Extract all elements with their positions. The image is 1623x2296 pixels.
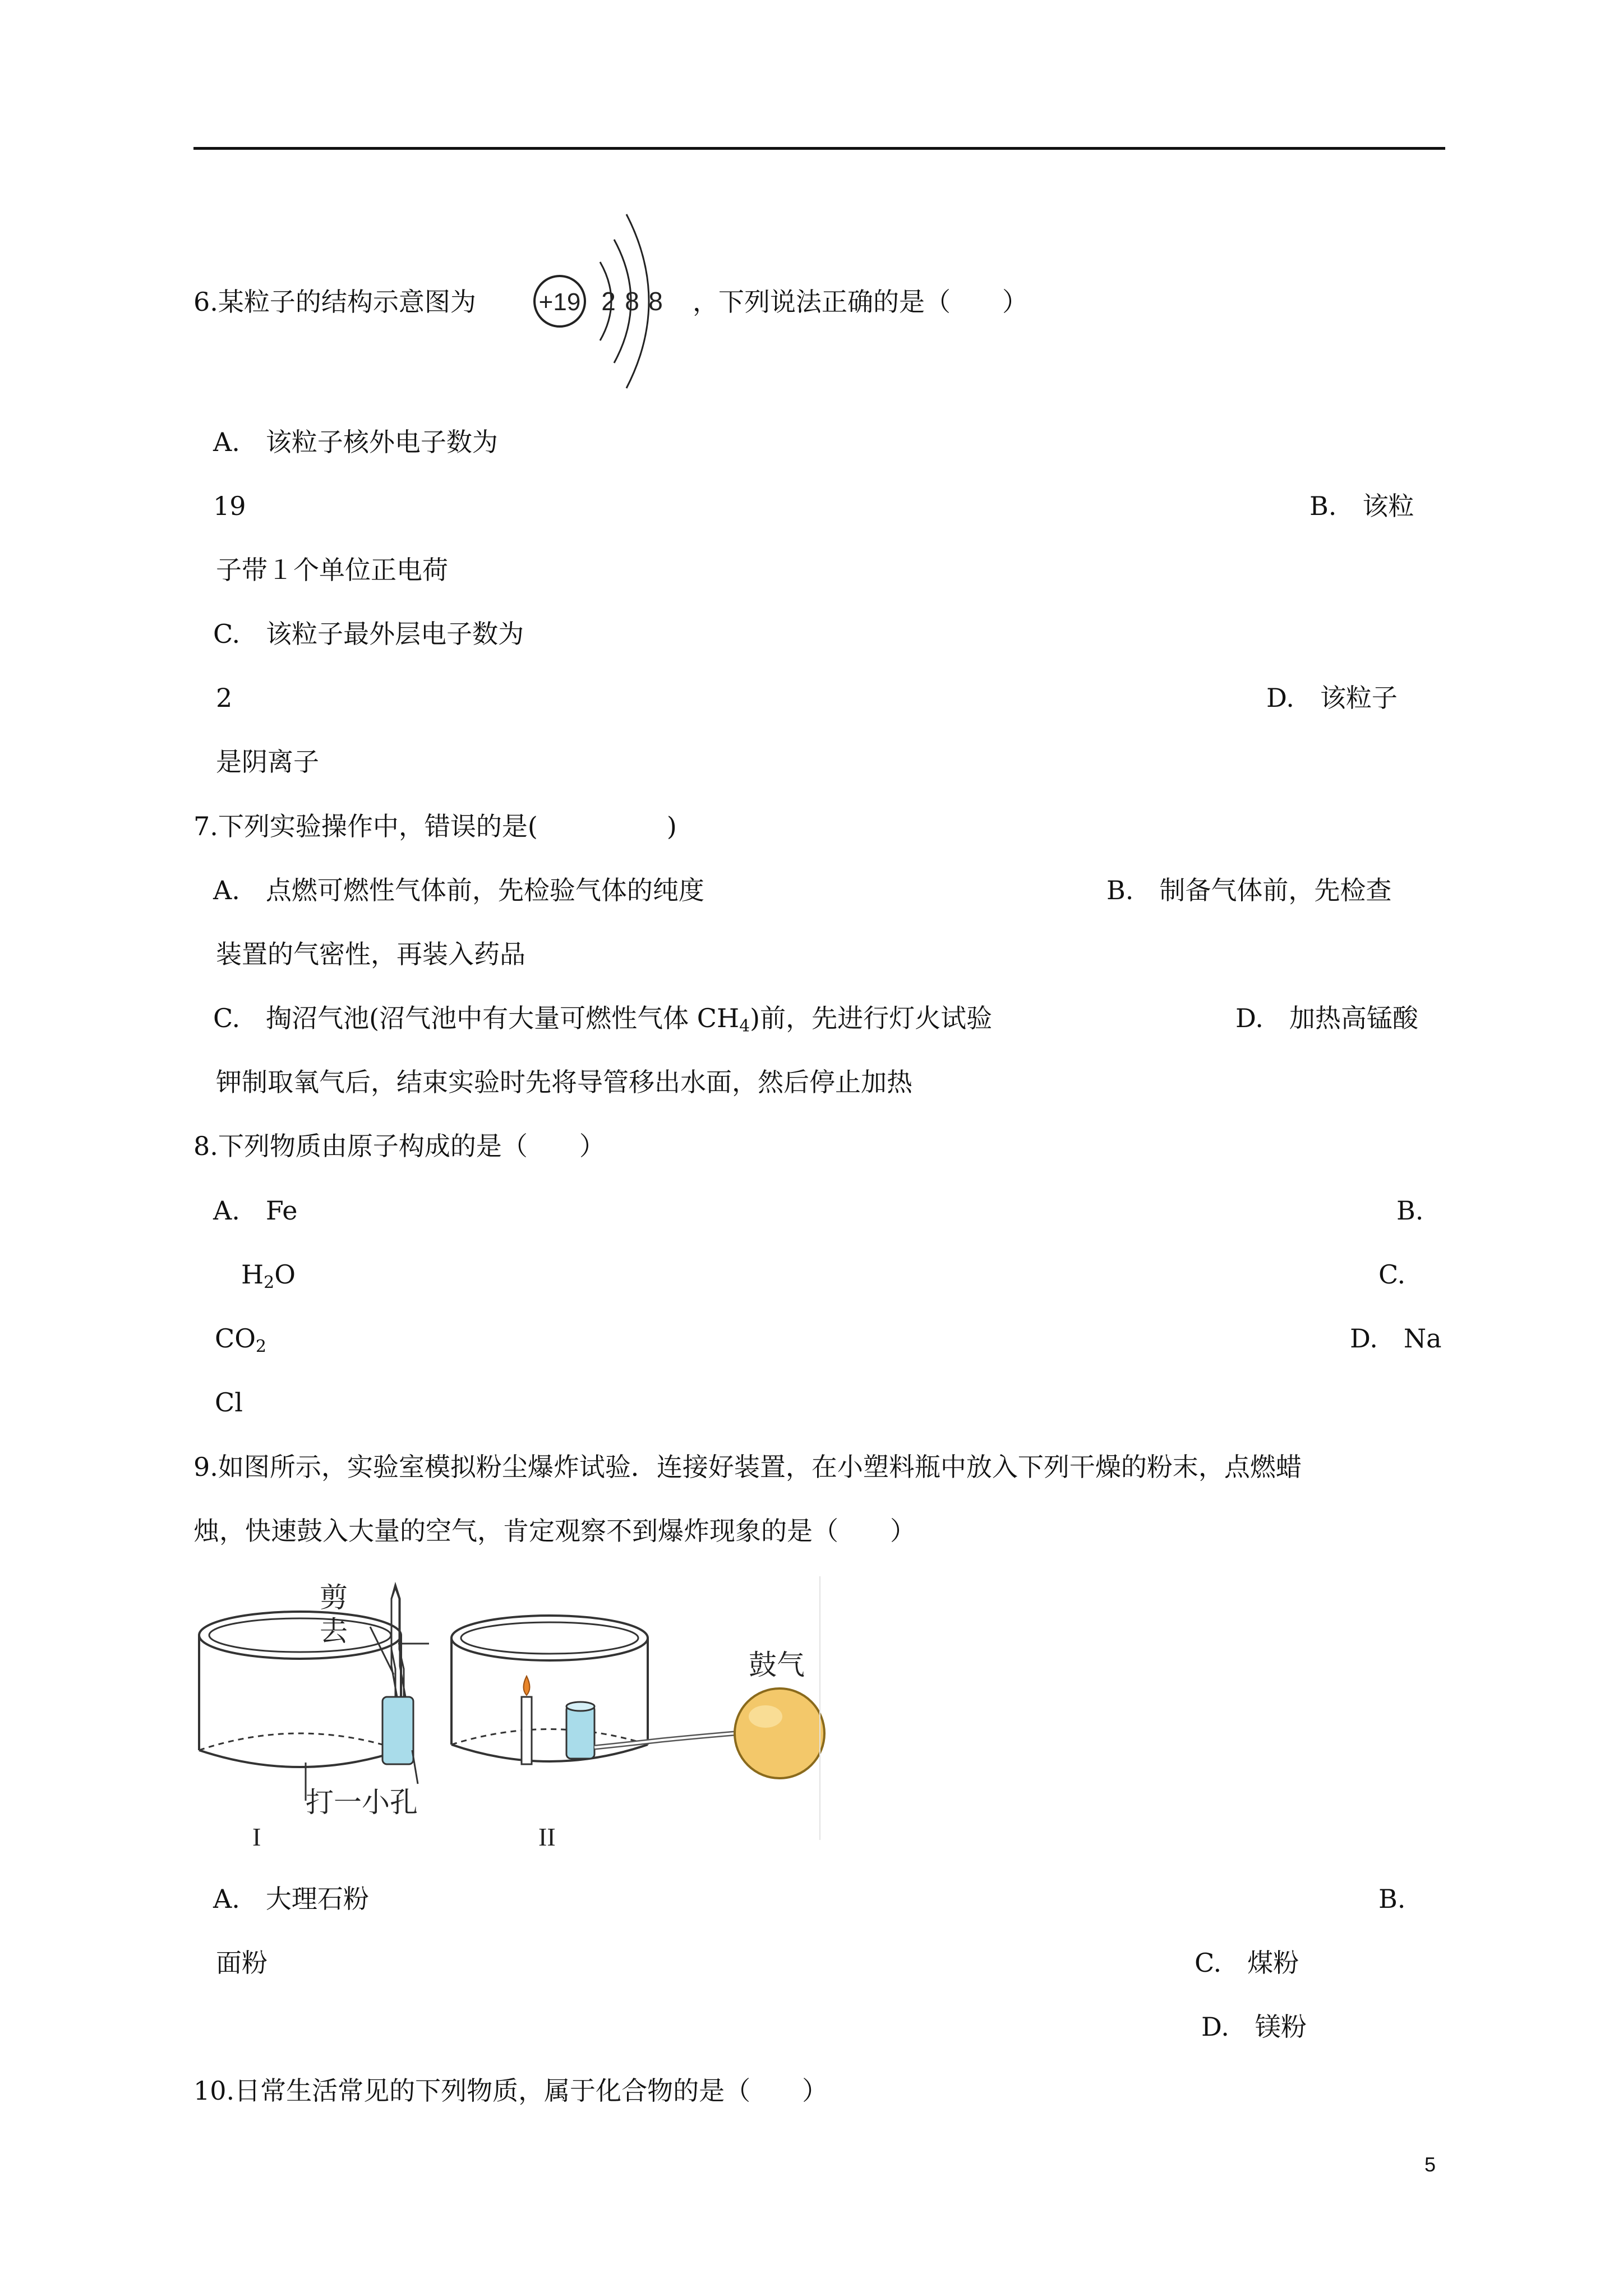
fig2-jar bbox=[451, 1616, 648, 1761]
fig1-label: I bbox=[252, 1823, 261, 1851]
fig2-label: II bbox=[538, 1823, 556, 1851]
q8-option-b: B. bbox=[1396, 1195, 1424, 1226]
q6-option-d-cont: 是阴离子 bbox=[216, 747, 319, 777]
q6-option-d: D. 该粒子 bbox=[1266, 683, 1398, 713]
q7-option-d-cont: 钾制取氧气后，结束实验时先将导管移出水面，然后停止加热 bbox=[216, 1067, 912, 1097]
fig1-small-bottle bbox=[382, 1585, 413, 1764]
q9-stem-line2: 烛，快速鼓入大量的空气，肯定观察不到爆炸现象的是（ ） bbox=[193, 1516, 916, 1546]
q6-prefix: 6.某粒子的结构示意图为 bbox=[193, 287, 476, 317]
q7-option-a: A. 点燃可燃性气体前，先检验气体的纯度 bbox=[213, 875, 704, 905]
q10-stem: 10.日常生活常见的下列物质，属于化合物的是（ ） bbox=[193, 2076, 828, 2106]
q6-option-b-cont: 子带１个单位正电荷 bbox=[216, 555, 448, 585]
fig2-balloon-pump bbox=[735, 1688, 824, 1778]
q8-option-c: C. bbox=[1378, 1259, 1406, 1290]
particle-structure-diagram bbox=[524, 209, 693, 394]
q9-option-b: B. bbox=[1378, 1884, 1406, 1914]
label-cut-1: 剪 bbox=[320, 1581, 348, 1614]
dust-explosion-apparatus bbox=[196, 1576, 827, 1851]
shell-2-electrons: 8 bbox=[625, 287, 639, 316]
header-rule bbox=[193, 147, 1445, 150]
shell-3-electrons: 8 bbox=[648, 287, 663, 316]
shell-1-electrons: 2 bbox=[601, 287, 616, 316]
q6-option-c: C. 该粒子最外层电子数为 bbox=[213, 619, 524, 649]
q9-stem-line1: 9.如图所示，实验室模拟粉尘爆炸试验．连接好装置，在小塑料瓶中放入下列干燥的粉末，点燃蜡 bbox=[193, 1452, 1302, 1482]
q6-option-c-value: 2 bbox=[216, 683, 233, 713]
candle-flame bbox=[524, 1676, 530, 1695]
q8-stem: 8.下列物质由原子构成的是（ ） bbox=[193, 1131, 605, 1161]
q8-option-b-formula: $H_2O$ bbox=[241, 1259, 296, 1292]
label-cut-2: 去 bbox=[320, 1615, 348, 1648]
q8-option-c-formula: $CO_2$ bbox=[215, 1323, 267, 1356]
q6-suffix: ，下列说法正确的是（ ） bbox=[693, 287, 1028, 317]
fig1-jar bbox=[199, 1612, 401, 1767]
fig2-small-bottle bbox=[566, 1702, 594, 1759]
q6-option-b: B. 该粒 bbox=[1310, 491, 1414, 521]
q7-option-b: B. 制备气体前，先检查 bbox=[1106, 875, 1392, 905]
q8-option-d-cont: Cl bbox=[215, 1387, 243, 1418]
q7-option-d: D. 加热高锰酸 bbox=[1235, 1003, 1418, 1033]
q6-option-a-value: 19 bbox=[213, 491, 246, 521]
fig2-candle bbox=[522, 1676, 532, 1764]
q7-option-c: C. 掏沼气池(沼气池中有大量可燃性气体 $CH_4$)前，先进行灯火试验 bbox=[213, 1003, 993, 1036]
q7-stem: 7.下列实验操作中，错误的是( ) bbox=[193, 811, 677, 841]
label-hole: 打一小孔 bbox=[306, 1786, 418, 1819]
q8-option-d: D. Na bbox=[1350, 1323, 1442, 1354]
page-number: 5 bbox=[1424, 2153, 1436, 2176]
q9-option-d: D. 镁粉 bbox=[1201, 2012, 1307, 2042]
q6-option-a: A. 该粒子核外电子数为 bbox=[213, 427, 498, 457]
q8-option-a: A. Fe bbox=[213, 1195, 298, 1226]
q7-option-b-cont: 装置的气密性，再装入药品 bbox=[216, 939, 525, 969]
nucleus-charge: +19 bbox=[538, 288, 581, 316]
q9-option-a: A. 大理石粉 bbox=[213, 1884, 369, 1914]
fig1-hole-pointer bbox=[412, 1750, 418, 1784]
label-blow: 鼓气 bbox=[749, 1649, 805, 1681]
q9-option-c: C. 煤粉 bbox=[1195, 1948, 1299, 1978]
q9-option-b-cont: 面粉 bbox=[216, 1948, 268, 1978]
